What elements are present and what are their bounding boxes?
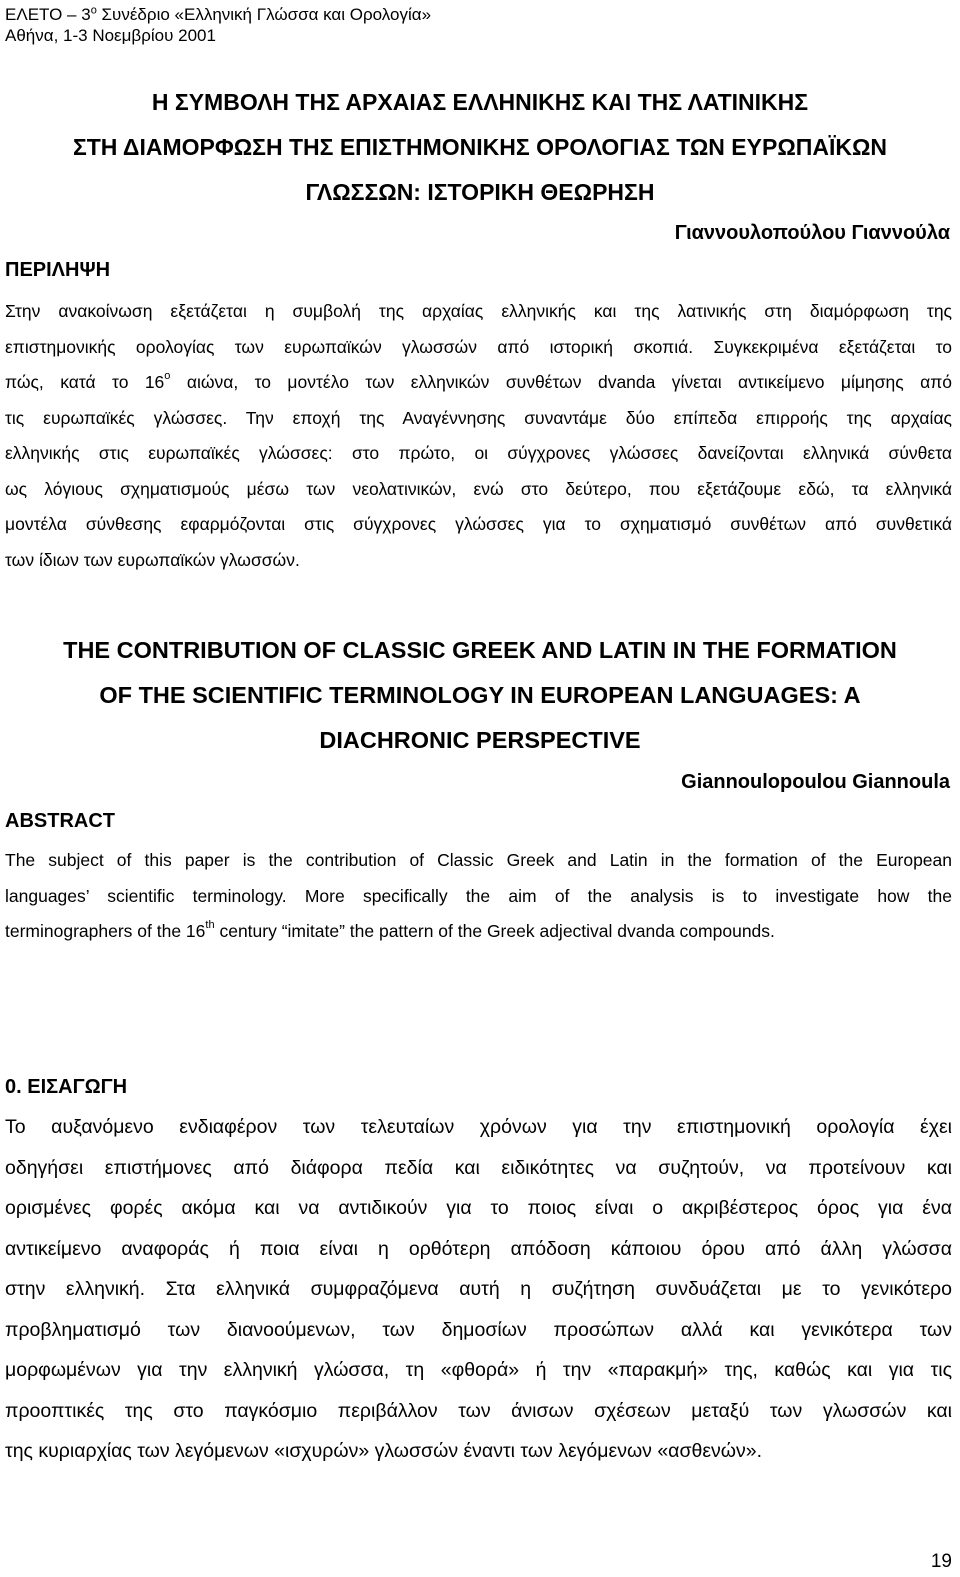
greek-abstract-line: επιστημονικής ορολογίας των ευρωπαϊκών γλωσσών από ιστορική σκοπιά. Συγκεκριμένα εξετάζεται το [5, 336, 952, 357]
english-abstract-line: languages’ scientific terminology. More specifically the aim of the analysis is to investigate how the [5, 885, 952, 906]
greek-abstract-line: ως λόγιους σχηματισμούς μέσω των νεολατινικών, ενώ στο δεύτερο, που εξετάζουμε εδώ, τα ελληνικά [5, 478, 952, 499]
header-line-1: ΕΛΕΤΟ – $3^o$ Συνέδριο «Ελληνική Γλώσσα και Ορολογία» [5, 4, 432, 24]
intro-line: στην ελληνική. Στα ελληνικά συμφραζόμενα αυτή η συζήτηση συνδυάζεται με το γενικότερο [5, 1278, 952, 1300]
greek-abstract-heading: ΠΕΡΙΛΗΨΗ [5, 259, 111, 281]
english-author: Giannoulopoulou Giannoula [681, 771, 950, 793]
english-title-line: THE CONTRIBUTION OF CLASSIC GREEK AND LATIN IN THE FORMATION [63, 637, 897, 663]
page-number: 19 [930, 1551, 952, 1572]
greek-author: Γιαννουλοπούλου Γιαννούλα [674, 222, 950, 244]
english-abstract-line: terminographers of the 16th century “imitate” the pattern of the Greek adjectival dvanda compounds. [5, 919, 775, 941]
greek-abstract-line: τις ευρωπαϊκές γλώσσες. Την εποχή της Αναγέννησης συναντάμε δύο επίπεδα επιρροής της αρχαίας [5, 407, 952, 428]
running-header [5, 4, 431, 46]
greek-abstract-line: πώς, κατά το $16^o$ αιώνα, το μοντέλο των ελληνικών συνθέτων dvanda γίνεται αντικείμενο μίμησης από [5, 370, 952, 392]
intro-line: ορισμένες φορές ακόμα και να αντιδικούν για το ποιος είναι ο ακριβέστερος όρος για ένα [5, 1197, 952, 1219]
greek-abstract-line: ελληνικής στις ευρωπαϊκές γλώσσες: στο πρώτο, οι σύγχρονες γλώσσες δανείζονται ελληνικά σύνθετα [5, 443, 952, 463]
greek-abstract [5, 294, 952, 578]
intro-line: αντικείμενο αναφοράς ή ποια είναι η ορθότερη απόδοση κάποιου όρου από άλλη γλώσσα [5, 1237, 952, 1260]
intro-heading: 0. ΕΙΣΑΓΩΓΗ [5, 1076, 128, 1098]
english-abstract [5, 843, 952, 950]
greek-abstract-line: των ίδιων των ευρωπαϊκών γλωσσών. [5, 549, 300, 570]
intro-line: της κυριαρχίας των λεγόμενων «ισχυρών» γλωσσών έναντι των λεγόμενων «ασθενών». [5, 1440, 763, 1462]
english-title-line: OF THE SCIENTIFIC TERMINOLOGY IN EUROPEAN LANGUAGES: A [99, 682, 861, 708]
intro-line: οδηγήσει επιστήμονες από διάφορα πεδία και ειδικότητες να συζητούν, να προτείνουν και [5, 1156, 952, 1179]
greek-title-line: ΓΛΩΣΣΩΝ: ΙΣΤΟΡΙΚΗ ΘΕΩΡΗΣΗ [305, 179, 655, 205]
greek-title-line: Η ΣΥΜΒΟΛΗ ΤΗΣ ΑΡΧΑΙΑΣ ΕΛΛΗΝΙΚΗΣ ΚΑΙ ΤΗΣ ΛΑΤΙΝΙΚΗΣ [151, 89, 809, 115]
english-title-line: DIACHRONIC PERSPECTIVE [319, 727, 641, 753]
intro-line: μορφωμένων για την ελληνική γλώσσα, τη «φθορά» ή την «παρακμή» της, καθώς και για τις [5, 1359, 952, 1381]
greek-abstract-line: Στην ανακοίνωση εξετάζεται η συμβολή της αρχαίας ελληνικής και της λατινικής στη διαμόρφωση της [5, 301, 952, 321]
intro-paragraph [5, 1107, 952, 1472]
intro-line: προβληματισμό των διανοούμενων, των δημοσίων προσώπων αλλά και γενικότερα των [5, 1318, 952, 1341]
english-abstract-line: The subject of this paper is the contribution of Classic Greek and Latin in the formation of the European [5, 850, 952, 870]
header-line-2: Αθήνα, 1-3 Νοεμβρίου 2001 [5, 26, 216, 45]
intro-line: προοπτικές της στο παγκόσμιο περιβάλλον των άνισων σχέσεων μεταξύ των γλωσσών και [5, 1399, 952, 1422]
greek-abstract-line: μοντέλα σύνθεσης εφαρμόζονται στις σύγχρονες γλώσσες για το σχηματισμό συνθέτων από συνθετικά [5, 514, 952, 534]
intro-line: Το αυξανόμενο ενδιαφέρον των τελευταίων χρόνων για την επιστημονική ορολογία έχει [5, 1116, 952, 1138]
greek-title-line: ΣΤΗ ΔΙΑΜΟΡΦΩΣΗ ΤΗΣ ΕΠΙΣΤΗΜΟΝΙΚΗΣ ΟΡΟΛΟΓΙΑΣ ΤΩΝ ΕΥΡΩΠΑΪΚΩΝ [72, 134, 888, 160]
header-superscript: ο [90, 4, 97, 17]
greek-title [0, 80, 960, 215]
english-title [0, 628, 960, 763]
english-abstract-heading: ABSTRACT [5, 810, 115, 832]
